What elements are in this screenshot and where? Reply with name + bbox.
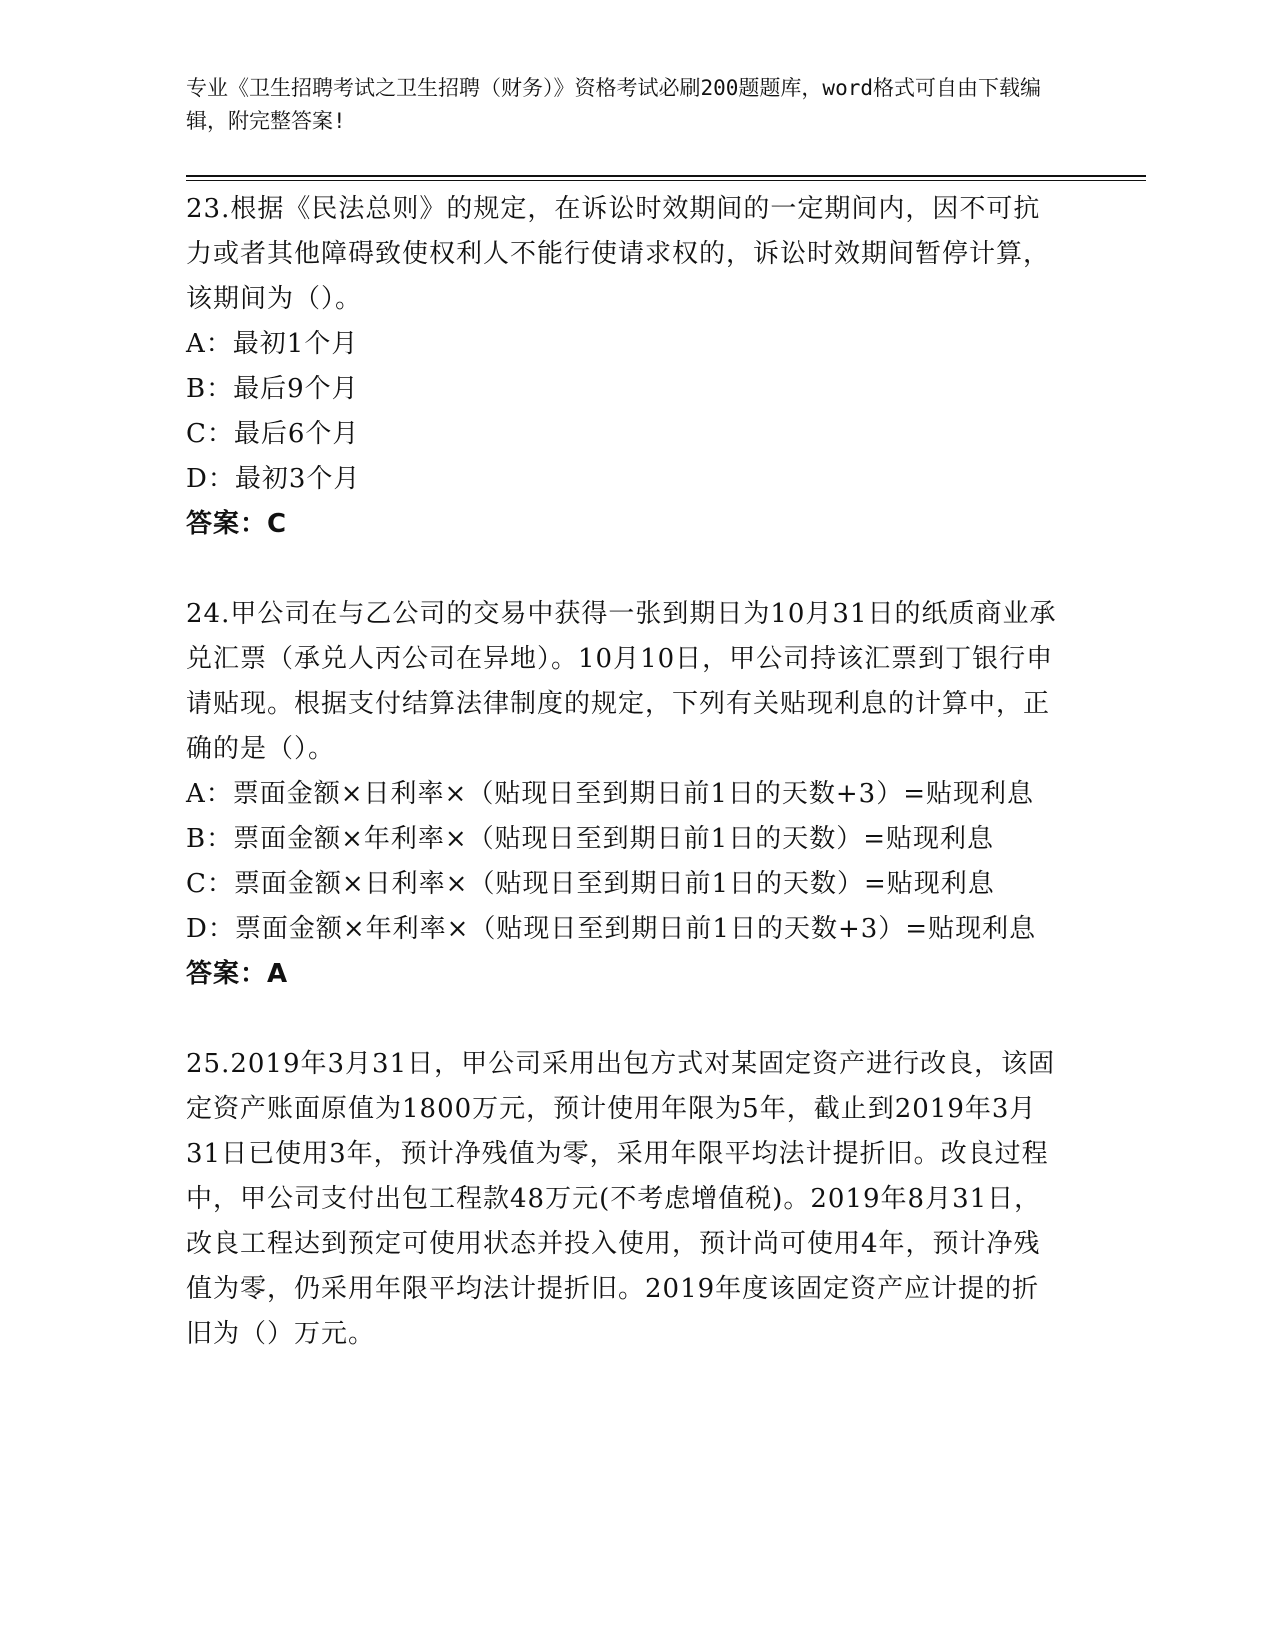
answer-label: 答案：A [186, 959, 289, 989]
option-b: B：最后9个月 [186, 374, 359, 404]
option-c: C：票面金额×日利率×（贴现日至到期日前1日的天数）=贴现利息 [186, 869, 995, 899]
question-stem: 24.甲公司在与乙公司的交易中获得一张到期日为10月31日的纸质商业承兑汇票（承兑人丙公司在异地）。10月10日，甲公司持该汇票到丁银行申请贴现。根据支付结算法律制度的规定，下列有关贴现利息的计算中，正确的是（）。 [186, 599, 1057, 764]
question-list [186, 187, 1066, 1357]
question-24 [186, 592, 1066, 997]
header-divider-thin [186, 180, 1146, 181]
question-stem: 23.根据《民法总则》的规定，在诉讼时效期间的一定期间内，因不可抗力或者其他障碍致使权利人不能行使请求权的，诉讼时效期间暂停计算，该期间为（）。 [186, 194, 1051, 314]
document-header: 专业《卫生招聘考试之卫生招聘（财务）》资格考试必刷200题题库，word格式可自由下载编辑，附完整答案! [186, 76, 1041, 133]
option-d: D：最初3个月 [186, 464, 361, 494]
answer-label: 答案：C [186, 509, 288, 539]
question-spacer [186, 547, 1066, 592]
question-stem: 25.2019年3月31日，甲公司采用出包方式对某固定资产进行改良，该固定资产账面原值为1800万元，预计使用年限为5年，截止到2019年3月31日已使用3年，预计净残值为零，采用年限平均法计提折旧。改良过程中，甲公司支付出包工程款48万元(不考虑增值税)。2019年8月31日，改良工程达到预定可使用状态并投入使用，预计尚可使用4年，预计净残值为零，仍采用年限平均法计提折旧。2019年度该固定资产应计提的折旧为（）万元。 [186, 1049, 1056, 1349]
question-spacer [186, 997, 1066, 1042]
option-a: A：票面金额×日利率×（贴现日至到期日前1日的天数+3）=贴现利息 [186, 779, 1035, 809]
option-d: D：票面金额×年利率×（贴现日至到期日前1日的天数+3）=贴现利息 [186, 914, 1037, 944]
question-25 [186, 1042, 1066, 1357]
option-c: C：最后6个月 [186, 419, 360, 449]
option-b: B：票面金额×年利率×（贴现日至到期日前1日的天数）=贴现利息 [186, 824, 995, 854]
header-divider-thick [186, 175, 1146, 177]
question-23 [186, 187, 1066, 547]
option-a: A：最初1个月 [186, 329, 359, 359]
